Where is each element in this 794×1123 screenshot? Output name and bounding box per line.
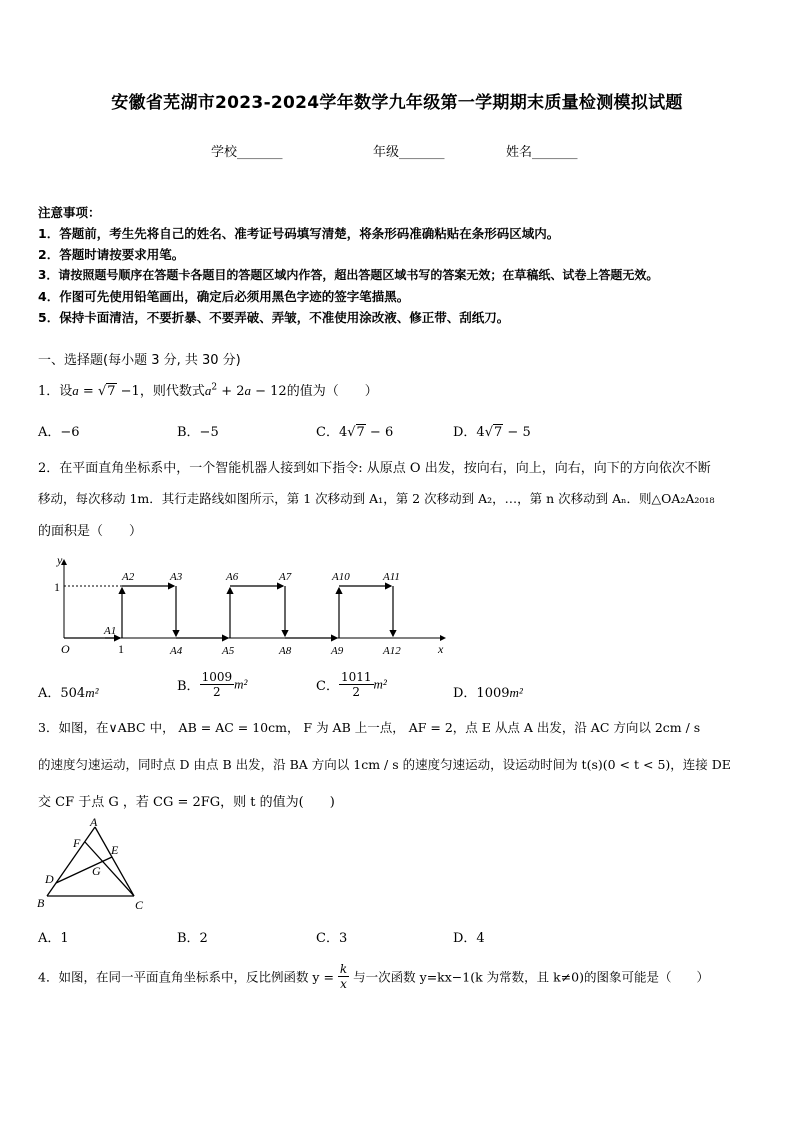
opt-text: − 6 <box>365 425 394 440</box>
notice-heading: 注意事项： <box>38 205 101 220</box>
notice-item: 3．请按照题号顺序在答题卡各题目的答题区域内作答，超出答题区域书写的答案无效；在草稿纸、试卷上答题无效。 <box>38 268 659 282</box>
x-tick-1: 1 <box>118 642 124 656</box>
opt-text: A．504 <box>38 686 86 701</box>
q1-option-d[interactable] <box>453 421 531 440</box>
numerator: 1009 <box>201 670 233 684</box>
q2-option-c[interactable] <box>316 670 387 699</box>
origin-label: O <box>61 642 70 656</box>
fraction <box>200 670 235 699</box>
notice-item: 4．作图可先使用铅笔画出，确定后必须用黑色字迹的签字笔描黑。 <box>38 289 410 304</box>
q1-radicand: 7 <box>107 384 116 399</box>
unit: m² <box>85 685 99 700</box>
q3-triangle-figure <box>34 815 154 915</box>
notice-item: 2．答题时请按要求用笔。 <box>38 247 185 262</box>
point-label: A7 <box>279 571 292 583</box>
opt-text: C．4 <box>316 425 348 440</box>
numerator: 1011 <box>340 670 372 684</box>
question-2-line2: 移动，每次移动 1m．其行走路线如图所示，第 1 次移动到 A₁，第 2 次移动到 A₂，…，第 n 次移动到 Aₙ．则△OA₂A₂₀₁₈ <box>38 491 715 506</box>
var-a: a <box>204 383 212 398</box>
opt-text: D．4 <box>453 425 485 440</box>
denominator: 2 <box>213 685 221 699</box>
denominator: 2 <box>352 685 361 699</box>
vertex-label: B <box>37 896 45 910</box>
grade-field[interactable] <box>373 141 445 160</box>
grade-blank: _______ <box>399 145 445 160</box>
var-a: a <box>244 383 251 398</box>
y-axis-label: y <box>57 553 63 567</box>
unit: m² <box>373 676 387 692</box>
q4-text: 4．如图，在同一平面直角坐标系中，反比例函数 y = <box>38 969 338 985</box>
school-blank: _______ <box>237 145 283 160</box>
q1-expr: + 2 <box>217 384 245 399</box>
q3-option-a[interactable]: A．1 <box>38 931 69 946</box>
notice-item: 1．答题前，考生先将自己的姓名、准考证号码填写清楚，将条形码准确粘贴在条形码区域内。 <box>38 226 560 241</box>
opt-text: B． <box>177 679 200 694</box>
vertex-label: E <box>111 843 119 857</box>
point-label: A1 <box>104 625 117 637</box>
sqrt-icon: √ <box>347 425 356 440</box>
q4-text: 与一次函数 y=kx−1(k 为常数，且 k≠0)的图象可能是（ ） <box>349 969 710 985</box>
numerator: k <box>339 962 348 976</box>
q3-option-c[interactable]: C．3 <box>316 931 348 946</box>
opt-text: C． <box>316 679 339 694</box>
point-label: A10 <box>332 571 350 583</box>
q2-option-b[interactable] <box>177 670 247 699</box>
name-blank: _______ <box>532 145 578 160</box>
point-label: A9 <box>331 645 344 657</box>
q2-option-a[interactable] <box>38 682 99 701</box>
point-label: A5 <box>222 645 235 657</box>
opt-text: − 5 <box>503 425 531 440</box>
q1-option-c[interactable] <box>316 421 393 440</box>
q1-eq: = <box>78 384 98 399</box>
notice-item: 5．保持卡面清洁，不要折暴、不要弄破、弄皱，不准使用涂改液、修正带、刮纸刀。 <box>38 310 510 325</box>
point-label: A6 <box>226 571 239 583</box>
side-ab <box>47 827 95 896</box>
question-1 <box>38 380 378 399</box>
exponent: 2 <box>211 382 218 393</box>
opt-text: D．1009 <box>453 686 510 701</box>
vertex-label: F <box>73 836 81 850</box>
q1-text: 1．设 <box>38 384 73 399</box>
point-label: A8 <box>279 645 292 657</box>
point-label: A4 <box>170 645 183 657</box>
q2-option-d[interactable] <box>453 682 523 701</box>
question-3-line1: 3．如图，在∨ABC 中， AB = AC = 10cm， F 为 AB 上一点， AF = 2，点 E 从点 A 出发，沿 AC 方向以 2cm / s <box>38 720 701 735</box>
q3-option-b[interactable]: B．2 <box>177 931 208 946</box>
question-3-line3: 交 CF 于点 G ，若 CG = 2FG，则 t 的值为( ) <box>38 795 335 810</box>
var-a: a <box>72 383 79 398</box>
q3-option-d[interactable]: D．4 <box>453 931 485 946</box>
school-label: 学校 <box>211 145 238 160</box>
denominator: x <box>340 977 347 991</box>
fraction <box>339 670 374 699</box>
unit: m² <box>509 685 523 700</box>
radicand: 7 <box>494 425 503 440</box>
sqrt-icon: √ <box>484 425 493 440</box>
vertex-label: C <box>135 898 144 912</box>
point-label: A2 <box>122 571 135 583</box>
point-label: A11 <box>383 571 400 583</box>
q1-option-b[interactable]: B．−5 <box>177 425 219 440</box>
q2-figure <box>50 550 460 660</box>
question-2-line1: 2．在平面直角坐标系中，一个智能机器人接到如下指令: 从原点 O 出发，按向右，向上，向右，向下的方向依次不断 <box>38 461 711 476</box>
q1-text: −1，则代数式 <box>116 384 205 399</box>
vertex-label: A <box>90 815 98 829</box>
name-field[interactable] <box>506 141 578 160</box>
section-heading: 一、选择题(每小题 3 分, 共 30 分) <box>38 353 241 368</box>
x-axis-label: x <box>438 642 444 656</box>
vertex-label: D <box>45 872 54 886</box>
radicand: 7 <box>356 425 365 440</box>
sqrt-icon: √ <box>97 384 107 399</box>
question-3-line2: 的速度匀速运动，同时点 D 由点 B 出发，沿 BA 方向以 1cm / s 的速度匀速运动，设运动时间为 t(s)(0 < t < 5)，连接 DE <box>38 757 731 772</box>
page-title: 安徽省芜湖市2023-2024学年数学九年级第一学期期末质量检测模拟试题 <box>111 93 683 113</box>
unit: m² <box>234 676 248 692</box>
q1-text: 的值为（ ） <box>286 384 378 399</box>
fraction <box>338 962 349 991</box>
name-label: 姓名 <box>506 145 533 160</box>
point-label: A12 <box>383 645 401 657</box>
question-2-line3: 的面积是（ ） <box>38 524 143 539</box>
grade-label: 年级 <box>373 145 400 160</box>
question-4 <box>38 962 709 991</box>
y-tick-1: 1 <box>54 580 60 594</box>
vertex-label: G <box>92 864 101 878</box>
point-label: A3 <box>170 571 183 583</box>
q1-expr: − 12 <box>251 384 287 399</box>
school-field[interactable] <box>211 141 283 160</box>
q1-option-a[interactable]: A．−6 <box>38 425 80 440</box>
